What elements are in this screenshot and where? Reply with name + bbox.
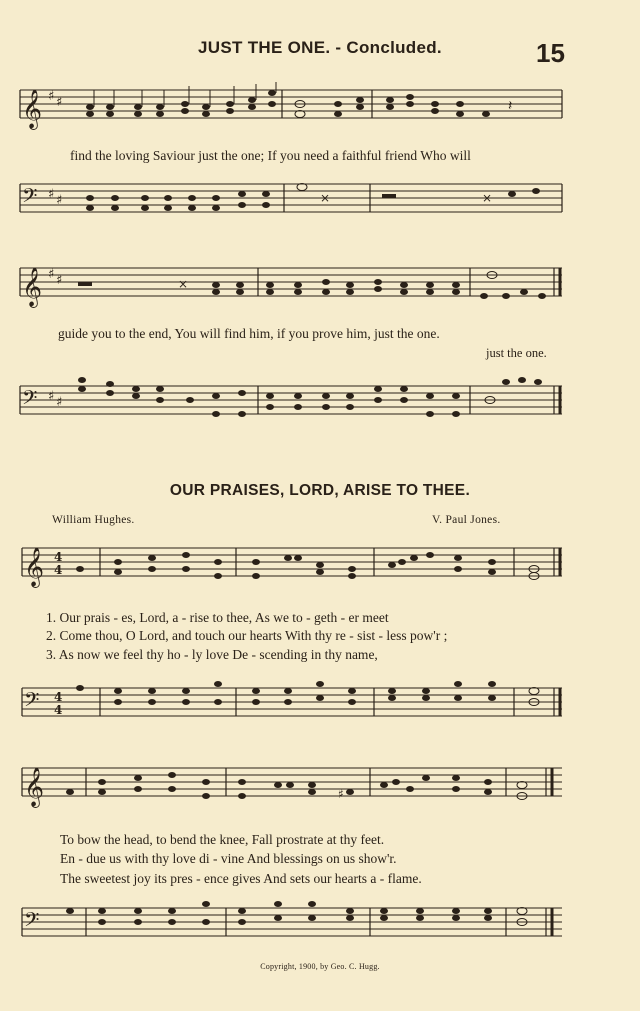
svg-text:×: × bbox=[482, 191, 493, 205]
svg-text:𝄞: 𝄞 bbox=[24, 767, 45, 807]
staff-system-3-bass bbox=[0, 676, 640, 736]
page-number: 15 bbox=[536, 38, 565, 68]
hymn-title-our-praises: OUR PRAISES, LORD, ARISE TO THEE. bbox=[169, 482, 471, 499]
verse-1-line-b: To bow the head, to bend the knee, Fall prostrate at thy feet. bbox=[60, 832, 385, 847]
verse-2-line-b: En - due us with thy love di - vine And blessings on us show'r. bbox=[60, 851, 397, 866]
svg-text:♯: ♯ bbox=[48, 89, 55, 104]
verse-1-line-a: 1. Our prais - es, Lord, a - rise to thee, As we to - geth - er meet bbox=[46, 610, 389, 625]
svg-text:4: 4 bbox=[54, 550, 63, 564]
staff-system-2-bass bbox=[0, 370, 640, 440]
notes-1a bbox=[86, 82, 276, 117]
svg-text:𝄞: 𝄞 bbox=[22, 89, 43, 129]
hymn-title-just-the-one: JUST THE ONE. - Concluded. bbox=[198, 38, 442, 57]
svg-text:𝄞: 𝄞 bbox=[24, 547, 45, 587]
staff-system-1-bass bbox=[0, 172, 640, 232]
author-credit: William Hughes. bbox=[52, 514, 135, 526]
svg-text:𝄢: 𝄢 bbox=[22, 184, 38, 212]
svg-text:♯: ♯ bbox=[338, 787, 344, 801]
verse-3-line-b: The sweetest joy its pres - ence gives And sets our hearts a - flame. bbox=[60, 871, 422, 886]
verse-2-line-a: 2. Come thou, O Lord, and touch our hearts With thy re - sist - less pow'r ; bbox=[46, 628, 448, 643]
svg-text:×: × bbox=[320, 191, 331, 205]
svg-text:4: 4 bbox=[54, 690, 63, 704]
svg-text:𝄽: 𝄽 bbox=[508, 98, 513, 114]
svg-text:𝄢: 𝄢 bbox=[24, 908, 40, 936]
copyright-notice: Copyright, 1900, by Geo. C. Hugg. bbox=[260, 962, 380, 971]
svg-text:×: × bbox=[178, 277, 189, 291]
lyric-line-2: guide you to the end, You will find him, if you prove him, just the one. bbox=[58, 326, 440, 341]
staff-system-4-bass bbox=[0, 896, 640, 956]
svg-text:𝄞: 𝄞 bbox=[22, 267, 43, 307]
composer-credit: V. Paul Jones. bbox=[432, 514, 501, 526]
staff-system-3-treble bbox=[0, 540, 640, 600]
svg-text:𝄢: 𝄢 bbox=[24, 688, 40, 716]
svg-text:4: 4 bbox=[54, 563, 63, 577]
svg-text:♯: ♯ bbox=[48, 389, 55, 404]
svg-text:♯: ♯ bbox=[56, 95, 63, 110]
svg-text:4: 4 bbox=[54, 703, 63, 717]
lyric-line-2-echo: just the one. bbox=[486, 346, 547, 360]
svg-text:𝄢: 𝄢 bbox=[22, 386, 38, 414]
staff-system-4-treble bbox=[0, 760, 640, 820]
svg-text:♯: ♯ bbox=[56, 193, 63, 208]
staff-system-1-treble bbox=[0, 82, 640, 142]
svg-text:♯: ♯ bbox=[56, 395, 63, 410]
verse-3-line-a: 3. As now we feel thy ho - ly love De - scending in thy name, bbox=[46, 647, 378, 662]
svg-text:♯: ♯ bbox=[56, 273, 63, 288]
svg-text:♯: ♯ bbox=[48, 187, 55, 202]
staff-system-2-treble bbox=[0, 260, 640, 320]
lyric-line-1: find the loving Saviour just the one; If you need a faithful friend Who will bbox=[70, 148, 471, 163]
svg-text:♯: ♯ bbox=[48, 267, 55, 282]
